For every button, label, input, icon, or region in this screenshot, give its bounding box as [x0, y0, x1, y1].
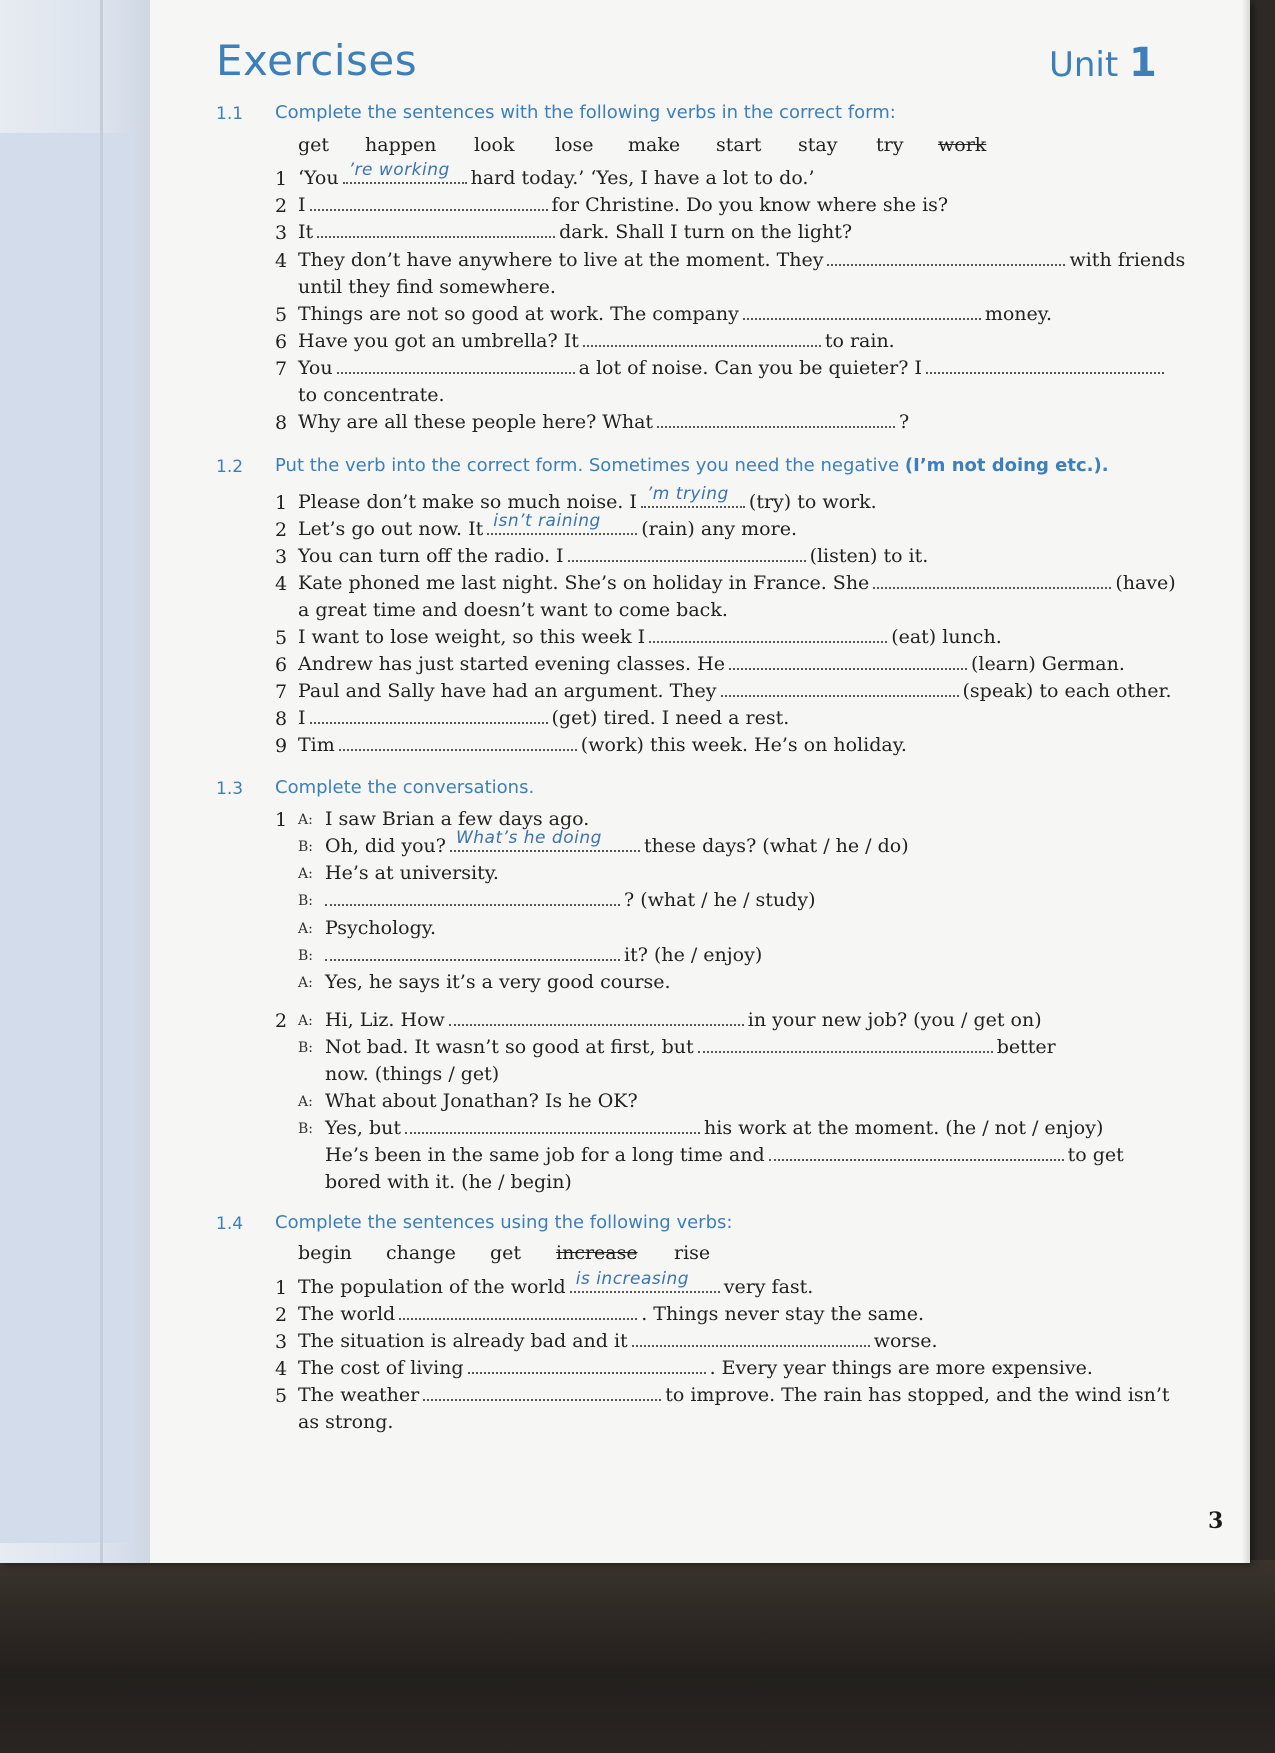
- item-number: 6: [275, 654, 288, 676]
- exercise-sentence-continuation: a great time and doesn’t want to come back.: [298, 599, 728, 621]
- item-number: 5: [275, 304, 288, 326]
- exercise-sentence: The population of the world is increasing very fast.: [298, 1269, 814, 1298]
- dialogue-line: Yes, he says it’s a very good course.: [325, 971, 671, 993]
- dialogue-line: What about Jonathan? Is he OK?: [325, 1090, 638, 1112]
- answer-blank[interactable]: [926, 358, 1164, 374]
- exercise-sentence: You a lot of noise. Can you be quieter? I: [298, 356, 1168, 380]
- handwritten-answer: ’m trying: [646, 484, 729, 504]
- word-bank-item: get: [298, 134, 330, 156]
- dialogue-line: Hi, Liz. How in your new job? (you / get on): [325, 1009, 1042, 1031]
- answer-blank[interactable]: [423, 1385, 661, 1401]
- speaker-label: A:: [298, 1094, 313, 1110]
- exercise-sentence: It dark. Shall I turn on the light?: [298, 221, 853, 243]
- item-number: 4: [275, 573, 288, 595]
- answer-blank: [450, 828, 640, 852]
- exercise-sentence: Paul and Sally have had an argument. They (speak) to each other.: [298, 680, 1172, 702]
- word-bank-item: start: [716, 134, 762, 156]
- item-number: 3: [275, 546, 288, 568]
- answer-blank[interactable]: [743, 304, 981, 320]
- item-number: 8: [275, 708, 288, 730]
- scanner-background: [0, 1560, 1275, 1753]
- item-number: 2: [275, 519, 288, 541]
- item-number: 7: [275, 681, 288, 703]
- section-number: 1.3: [216, 779, 244, 799]
- exercise-sentence-continuation: as strong.: [298, 1411, 394, 1433]
- exercise-sentence-continuation: until they find somewhere.: [298, 276, 556, 298]
- answer-blank[interactable]: [657, 412, 895, 428]
- answer-blank: [641, 484, 745, 508]
- word-bank-item: lose: [555, 134, 594, 156]
- speaker-label: A:: [298, 921, 313, 937]
- exercise-sentence: Andrew has just started evening classes. He (learn) German.: [298, 653, 1125, 675]
- answer-blank: [487, 511, 637, 535]
- item-number: 1: [275, 809, 288, 831]
- item-number: 3: [275, 222, 288, 244]
- answer-blank[interactable]: [649, 627, 887, 643]
- answer-blank[interactable]: [310, 195, 548, 211]
- dialogue-line-continuation: now. (things / get): [325, 1063, 500, 1085]
- dialogue-line: ? (what / he / study): [325, 888, 815, 912]
- answer-blank: [570, 1269, 720, 1293]
- speaker-label: B:: [298, 948, 314, 964]
- section-instruction: Complete the conversations.: [275, 777, 535, 798]
- exercise-sentence: Let’s go out now. It isn’t raining (rain) any more.: [298, 511, 797, 540]
- section-number: 1.4: [216, 1214, 244, 1234]
- section-instruction: Complete the sentences with the following verbs in the correct form:: [275, 102, 896, 123]
- dialogue-line: Yes, but his work at the moment. (he / not / enjoy): [325, 1117, 1104, 1139]
- answer-blank[interactable]: [583, 331, 821, 347]
- dialogue-line-continuation: bored with it. (he / begin): [325, 1171, 572, 1193]
- exercise-sentence: The world . Things never stay the same.: [298, 1303, 925, 1325]
- answer-blank[interactable]: [698, 1037, 993, 1053]
- exercise-sentence: ‘You ’re working hard today.’ ‘Yes, I have a lot to do.’: [298, 160, 815, 189]
- answer-blank[interactable]: [769, 1145, 1064, 1161]
- word-bank-item: stay: [798, 134, 838, 156]
- speaker-label: A:: [298, 975, 313, 991]
- speaker-label: A:: [298, 1013, 313, 1029]
- exercise-sentence: Please don’t make so much noise. I ’m trying (try) to work.: [298, 484, 877, 513]
- item-number: 4: [275, 1358, 288, 1380]
- answer-blank[interactable]: [405, 1118, 700, 1134]
- item-number: 3: [275, 1331, 288, 1353]
- exercise-sentence: I for Christine. Do you know where she is?: [298, 194, 949, 216]
- answer-blank[interactable]: [317, 222, 555, 238]
- item-number: 4: [275, 250, 288, 272]
- answer-blank[interactable]: [827, 250, 1065, 266]
- answer-blank[interactable]: [721, 681, 959, 697]
- exercise-sentence: Have you got an umbrella? It to rain.: [298, 330, 895, 352]
- exercise-sentence: I want to lose weight, so this week I (eat) lunch.: [298, 626, 1002, 648]
- dialogue-line: He’s been in the same job for a long time and to get: [325, 1144, 1124, 1166]
- answer-blank[interactable]: [325, 945, 620, 961]
- answer-blank[interactable]: [339, 735, 577, 751]
- answer-blank[interactable]: [337, 358, 575, 374]
- section-number: 1.2: [216, 457, 244, 477]
- item-number: 1: [275, 1277, 288, 1299]
- word-bank-item-used: work: [938, 134, 987, 156]
- handwritten-answer: What’s he doing: [455, 828, 602, 848]
- word-bank-item-used: increase: [556, 1242, 638, 1264]
- item-number: 8: [275, 412, 288, 434]
- exercise-sentence: Tim (work) this week. He’s on holiday.: [298, 734, 907, 756]
- page-title: Exercises: [216, 36, 418, 85]
- exercise-sentence: You can turn off the radio. I (listen) to it.: [298, 545, 929, 567]
- exercise-sentence: I (get) tired. I need a rest.: [298, 707, 790, 729]
- answer-blank[interactable]: [632, 1331, 870, 1347]
- answer-blank[interactable]: [568, 546, 806, 562]
- exercise-sentence-continuation: to concentrate.: [298, 384, 445, 406]
- item-number: 9: [275, 735, 288, 757]
- exercise-sentence: The cost of living . Every year things are more expensive.: [298, 1357, 1093, 1379]
- section-instruction: Complete the sentences using the following verbs:: [275, 1212, 733, 1233]
- item-number: 6: [275, 331, 288, 353]
- word-bank-item: happen: [365, 134, 437, 156]
- speaker-label: B:: [298, 893, 314, 909]
- word-bank-item: look: [474, 134, 515, 156]
- handwritten-answer: ’re working: [348, 160, 450, 180]
- exercise-sentence: Why are all these people here? What ?: [298, 411, 910, 433]
- binding-band: [0, 133, 132, 1543]
- exercise-sentence: The weather to improve. The rain has stopped, and the wind isn’t: [298, 1384, 1170, 1406]
- answer-blank[interactable]: [729, 654, 967, 670]
- speaker-label: A:: [298, 866, 313, 882]
- section-number: 1.1: [216, 104, 244, 124]
- word-bank-item: rise: [674, 1242, 711, 1264]
- word-bank-item: try: [876, 134, 904, 156]
- item-number: 5: [275, 627, 288, 649]
- page-edge: [1242, 0, 1250, 1563]
- answer-blank[interactable]: [449, 1010, 744, 1026]
- speaker-label: B:: [298, 1040, 314, 1056]
- answer-blank[interactable]: [310, 708, 548, 724]
- item-number: 1: [275, 168, 288, 190]
- dialogue-line: Psychology.: [325, 917, 437, 939]
- dialogue-line: Not bad. It wasn’t so good at first, but better: [325, 1036, 1056, 1058]
- handwritten-answer: isn’t raining: [493, 511, 601, 531]
- item-number: 5: [275, 1385, 288, 1407]
- item-number: 2: [275, 1010, 288, 1032]
- word-bank-item: get: [490, 1242, 522, 1264]
- item-number: 2: [275, 195, 288, 217]
- word-bank-item: change: [386, 1242, 456, 1264]
- unit-label: Unit 1: [1049, 40, 1157, 86]
- item-number: 2: [275, 1304, 288, 1326]
- answer-blank[interactable]: [468, 1358, 706, 1374]
- answer-blank: [343, 160, 467, 184]
- answer-blank[interactable]: [873, 573, 1111, 589]
- speaker-label: A:: [298, 812, 313, 828]
- speaker-label: B:: [298, 839, 314, 855]
- page-number: 3: [1208, 1508, 1224, 1534]
- word-bank-item: begin: [298, 1242, 352, 1264]
- dialogue-line: it? (he / enjoy): [325, 943, 762, 967]
- exercise-sentence: The situation is already bad and it worse.: [298, 1330, 938, 1352]
- dialogue-line: I saw Brian a few days ago.: [325, 808, 590, 830]
- exercise-sentence: Things are not so good at work. The company money.: [298, 303, 1053, 325]
- handwritten-answer: is increasing: [575, 1269, 690, 1289]
- exercise-sentence: Kate phoned me last night. She’s on holiday in France. She (have): [298, 572, 1176, 594]
- answer-blank[interactable]: [325, 890, 620, 906]
- item-number: 1: [275, 492, 288, 514]
- word-bank-item: make: [628, 134, 681, 156]
- spine-line: [100, 0, 103, 1563]
- section-instruction: Put the verb into the correct form. Sometimes you need the negative (I’m not doing etc.).: [275, 455, 1109, 476]
- answer-blank[interactable]: [399, 1304, 637, 1320]
- dialogue-line: He’s at university.: [325, 862, 499, 884]
- item-number: 7: [275, 358, 288, 380]
- exercise-sentence: They don’t have anywhere to live at the moment. They with friends: [298, 249, 1186, 271]
- speaker-label: B:: [298, 1121, 314, 1137]
- dialogue-line: Oh, did you? What’s he doing these days? (what / he / do): [325, 828, 909, 857]
